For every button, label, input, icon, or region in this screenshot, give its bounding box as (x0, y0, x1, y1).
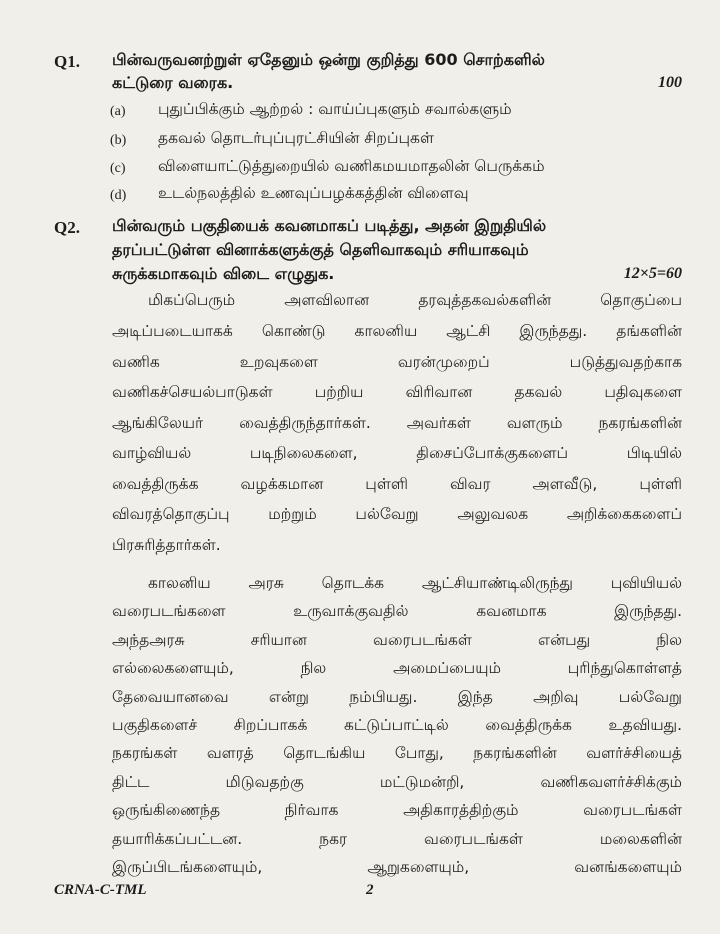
question-2-text-line-3: சுருக்கமாகவும் விடை எழுதுக. (112, 264, 335, 283)
passage-para2-line: திட்ட மிடுவதற்கு மட்டுமன்றி, வணிகவளர்ச்சிக்கும் (112, 772, 682, 791)
passage-para2-line: அந்தஅரசு சரியான வரைபடங்கள் என்பது நில (112, 630, 682, 649)
passage-para2-line: தயாரிக்கப்பட்டன. நகர வரைபடங்கள் மலைகளின் (112, 829, 682, 848)
passage-para1-line: பிரசுரித்தார்கள். (112, 536, 221, 554)
passage-para2-line: ஒருங்கிணைந்த நிர்வாக அதிகாரத்திற்கும் வரைபடங்கள் (112, 801, 682, 820)
passage-para1-line: வணிக உறவுகளை வரன்முறைப் படுத்துவதற்காக (112, 353, 682, 371)
passage-para1-line: ஆங்கிலேயர் வைத்திருந்தார்கள். அவர்கள் வளரும் நகரங்களின் (112, 414, 682, 432)
option-c-text: விளையாட்டுத்துறையில் வணிகமயமாதலின் பெருக்கம் (158, 157, 545, 175)
question-2-marks: 12×5=60 (623, 265, 682, 282)
passage-para2-line: எல்லைகளையும், நில அமைப்பையும் புரிந்துகொள்ளத் (112, 659, 682, 678)
passage-para1-line: வாழ்வியல் படிநிலைகளை, திசைப்போக்குகளைப் பிடியில் (112, 444, 682, 462)
question-1-marks: 100 (658, 74, 682, 91)
question-2-text-line-1: பின்வரும் பகுதியைக் கவனமாகப் படித்து, அதன் இறுதியில் (112, 216, 547, 235)
passage-para2-line: தேவையானவை என்று நம்பியது. இந்த அறிவு பல்வேறு (112, 687, 682, 706)
passage-para1-line: விவரத்தொகுப்பு மற்றும் பல்வேறு அலுவலக அறிக்கைகளைப் (112, 505, 682, 523)
question-2-number: Q2. (54, 218, 80, 237)
passage-para2-line: பகுதிகளைச் சிறப்பாகக் கட்டுப்பாட்டில் வைத்திருக்க உதவியது. (112, 716, 682, 734)
passage-para2-line: காலனிய அரசு தொடக்க ஆட்சியாண்டிலிருந்து புவியியல் (148, 574, 682, 592)
passage-para1-line: அடிப்படையாகக் கொண்டு காலனிய ஆட்சி இருந்தது. தங்களின் (112, 322, 682, 340)
passage-para1-line: வைத்திருக்க வழக்கமான புள்ளி விவர அளவீடு, புள்ளி (112, 475, 682, 493)
passage-para2-line: இருப்பிடங்களையும், ஆறுகளையும், வனங்களையும் (112, 858, 682, 876)
paper-code: CRNA-C-TML (54, 882, 147, 898)
option-c-letter: (c) (110, 161, 126, 176)
question-2-text-line-2: தரப்பட்டுள்ள வினாக்களுக்குத் தெளிவாகவும் சரியாகவும் (112, 240, 529, 259)
question-1-text-line-2: கட்டுரை வரைக. (112, 73, 234, 92)
question-1-number: Q1. (54, 52, 80, 71)
option-b-text: தகவல் தொடர்புப்புரட்சியின் சிறப்புகள் (158, 129, 434, 147)
passage-para1-line: வணிகச்செயல்பாடுகள் பற்றிய விரிவான தகவல் பதிவுகளை (112, 383, 682, 401)
passage-para2-line: நகரங்கள் வளரத் தொடங்கிய போது, நகரங்களின் வளர்ச்சியைத் (112, 744, 682, 763)
option-d-letter: (d) (110, 188, 127, 203)
question-1-text-line-1: பின்வருவனற்றுள் ஏதேனும் ஒன்று குறித்து 600 சொற்களில் (112, 50, 545, 69)
option-d-text: உடல்நலத்தில் உணவுப்பழக்கத்தின் விளைவு (158, 184, 469, 202)
option-b-letter: (b) (110, 133, 127, 148)
passage-para1-line: மிகப்பெரும் அளவிலான தரவுத்தகவல்களின் தொகுப்பை (148, 291, 682, 309)
passage-para2-line: வரைபடங்களை உருவாக்குவதில் கவனமாக இருந்தது. (112, 602, 682, 621)
page-number: 2 (366, 882, 374, 898)
option-a-letter: (a) (110, 104, 126, 119)
option-a-text: புதுப்பிக்கும் ஆற்றல் : வாய்ப்புகளும் சவால்களும் (158, 100, 512, 118)
